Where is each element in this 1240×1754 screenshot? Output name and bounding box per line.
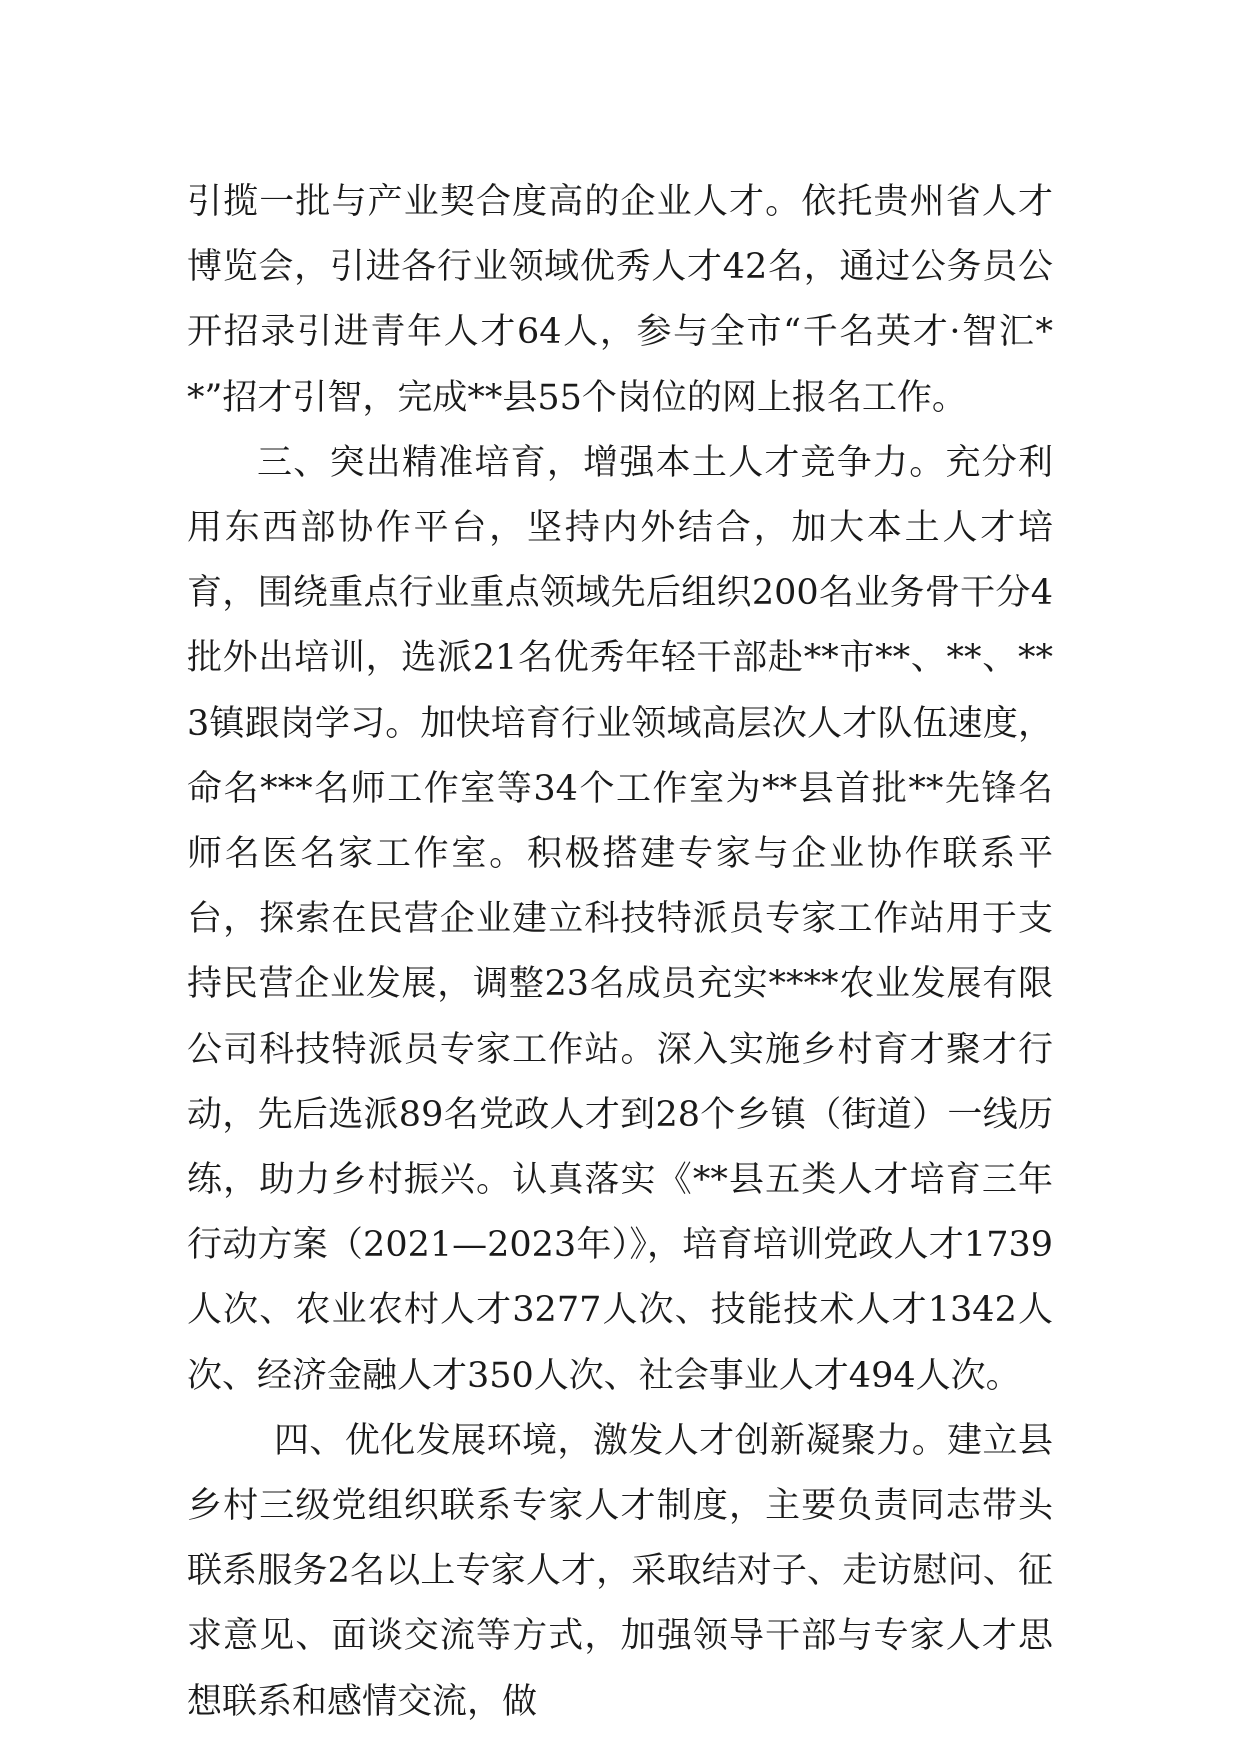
paragraph-continued: 引揽一批与产业契合度高的企业人才。依托贵州省人才博览会，引进各行业领域优秀人才42名，通过公务员公开招录引进青年人才64人，参与全市“千名英才·智汇**”招才引智，完成**县55个岗位的网上报名工作。 bbox=[187, 182, 1053, 418]
paragraph-section-3: 三、突出精准培育，增强本土人才竞争力。充分利用东西部协作平台，坚持内外结合，加大本土人才培育，围绕重点行业重点领域先后组织200名业务骨干分4批外出培训，选派21名优秀年轻干部赴**市**、**、**3镇跟岗学习。加快培育行业领域高层次人才队伍速度，命名***名师工作室等34个工作室为**县首批**先锋名师名医名家工作室。积极搭建专家与企业协作联系平台，探索在民营企业建立科技特派员专家工作站用于支持民营企业发展，调整23名成员充实****农业发展有限公司科技特派员专家工作站。深入实施乡村育才聚才行动，先后选派89名党政人才到28个乡镇（街道）一线历练，助力乡村振兴。认真落实《**县五类人才培育三年行动方案（2021—2023年）》，培育培训党政人才1739人次、农业农村人才3277人次、技能技术人才1342人次、经济金融人才350人次、社会事业人才494人次。 bbox=[187, 442, 1053, 1396]
document-body bbox=[187, 170, 1053, 1735]
paragraph-section-4: 四、优化发展环境，激发人才创新凝聚力。建立县乡村三级党组织联系专家人才制度，主要负责同志带头联系服务2名以上专家人才，采取结对子、走访慰问、征求意见、面谈交流等方式，加强领导干部与专家人才思想联系和感情交流，做 bbox=[187, 1420, 1053, 1722]
